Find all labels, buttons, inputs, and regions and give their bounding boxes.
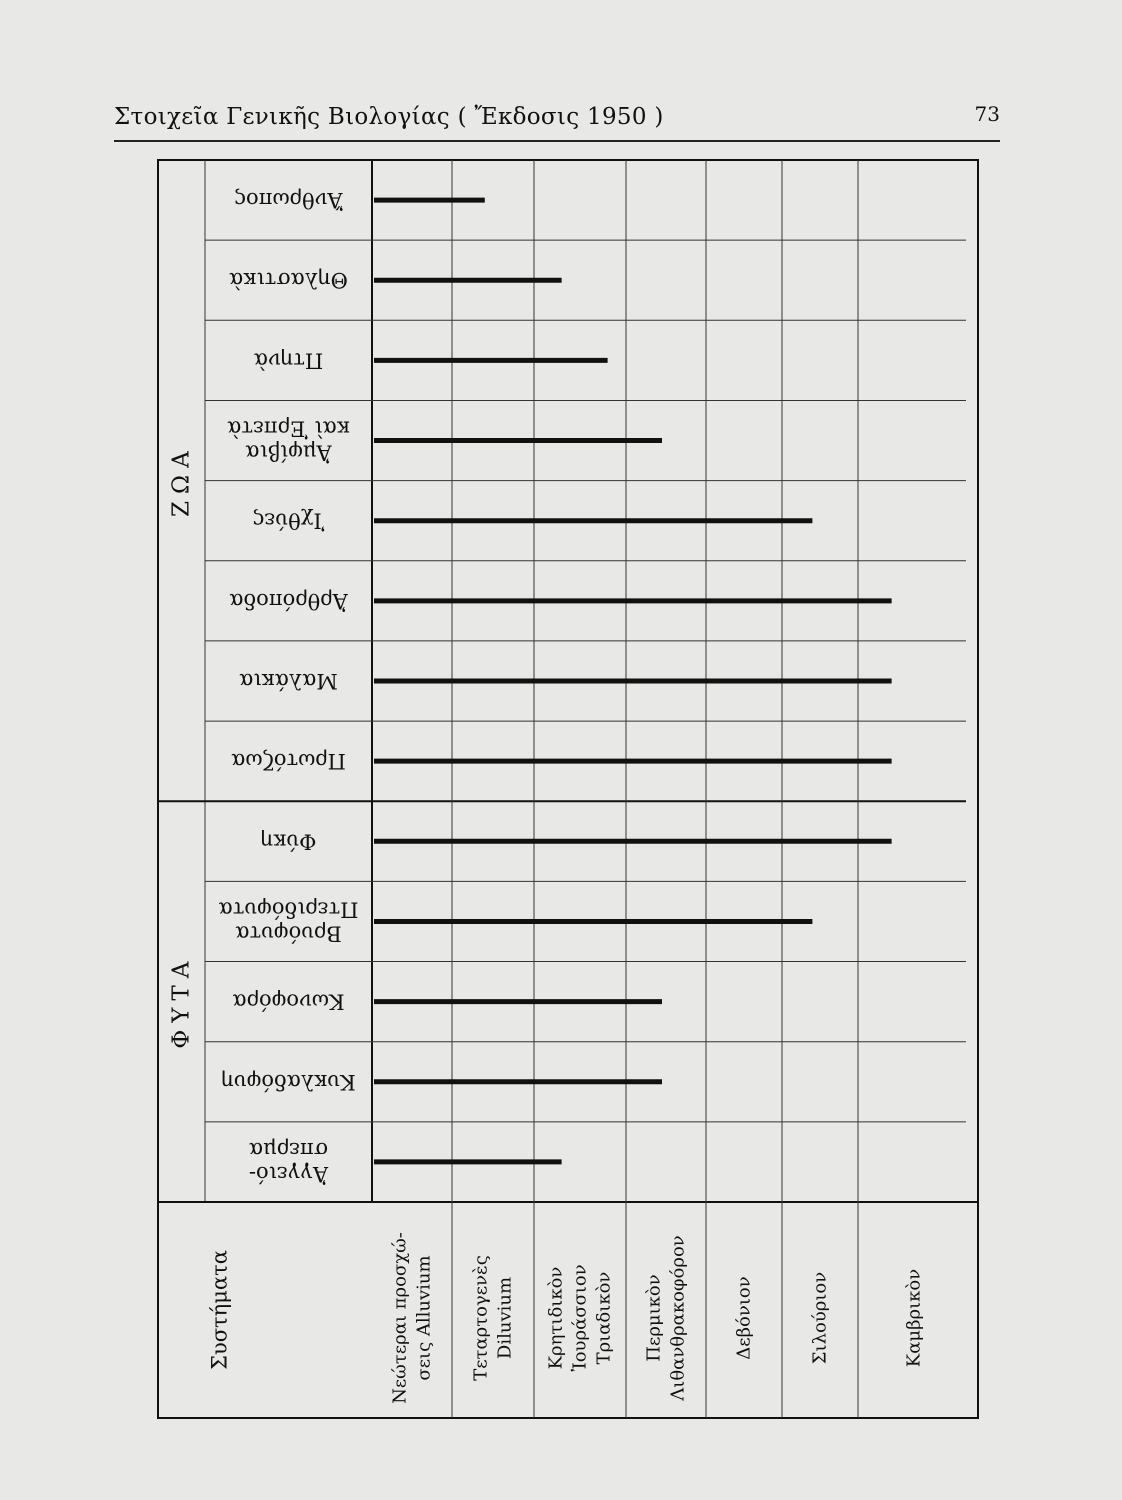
organism-label: Πτεριδόφυτα [218,897,359,922]
system-header: Νεώτεραι προσχώ- [389,1232,411,1404]
organism-label: Πτηνὰ [253,348,324,373]
system-header: Περμικὸν [643,1274,665,1362]
system-header: Λιθανθρακοφόρον [667,1235,689,1401]
organism-label: Ἄνθρωπος [234,188,343,213]
organism-label: Ἰχθύες [252,508,325,533]
organism-label: Κυκλαδόφυη [221,1069,356,1094]
organism-label: Πρωτόζωα [231,749,346,774]
organism-label: Ἀρθρόποδα [229,588,348,613]
corner-label: Συστήματα [207,1250,232,1370]
page-number: 73 [974,102,1000,126]
organism-label: Ἀγγειό- [248,1161,329,1186]
system-header: Diluvium [494,1276,516,1360]
system-header: Σιλούριον [809,1271,831,1365]
organism-label: Μαλάκια [239,669,338,693]
organism-label: Ἀμφίβια [245,440,332,465]
organism-label: Φύκη [260,829,317,854]
system-header: σεις Alluvium [413,1255,435,1381]
group-label: ΦΥΤΑ [168,954,195,1049]
system-header: Τριαδικὸν [593,1271,615,1365]
organism-label: Κωνοφόρα [232,989,345,1014]
organism-label: σπερμα [248,1137,329,1162]
organism-label: Θηλαστικὰ [229,268,348,293]
system-header: Ἰουράσσιον [569,1264,591,1372]
group-label: ΖΩΑ [168,444,195,517]
organism-label: καὶ Ἑρπετὰ [227,416,350,441]
organism-label: Βρυόφυτα [235,921,342,946]
system-header: Δεβόνιον [733,1276,755,1360]
system-header: Κρητιδικὸν [545,1266,567,1370]
system-header: Τεταρτογενὲς [470,1255,492,1381]
system-header: Καμβρικὸν [903,1268,925,1368]
running-title: Στοιχεῖα Γενικῆς Βιολογίας ( Ἔκδοσις 1950 ) [114,104,664,130]
